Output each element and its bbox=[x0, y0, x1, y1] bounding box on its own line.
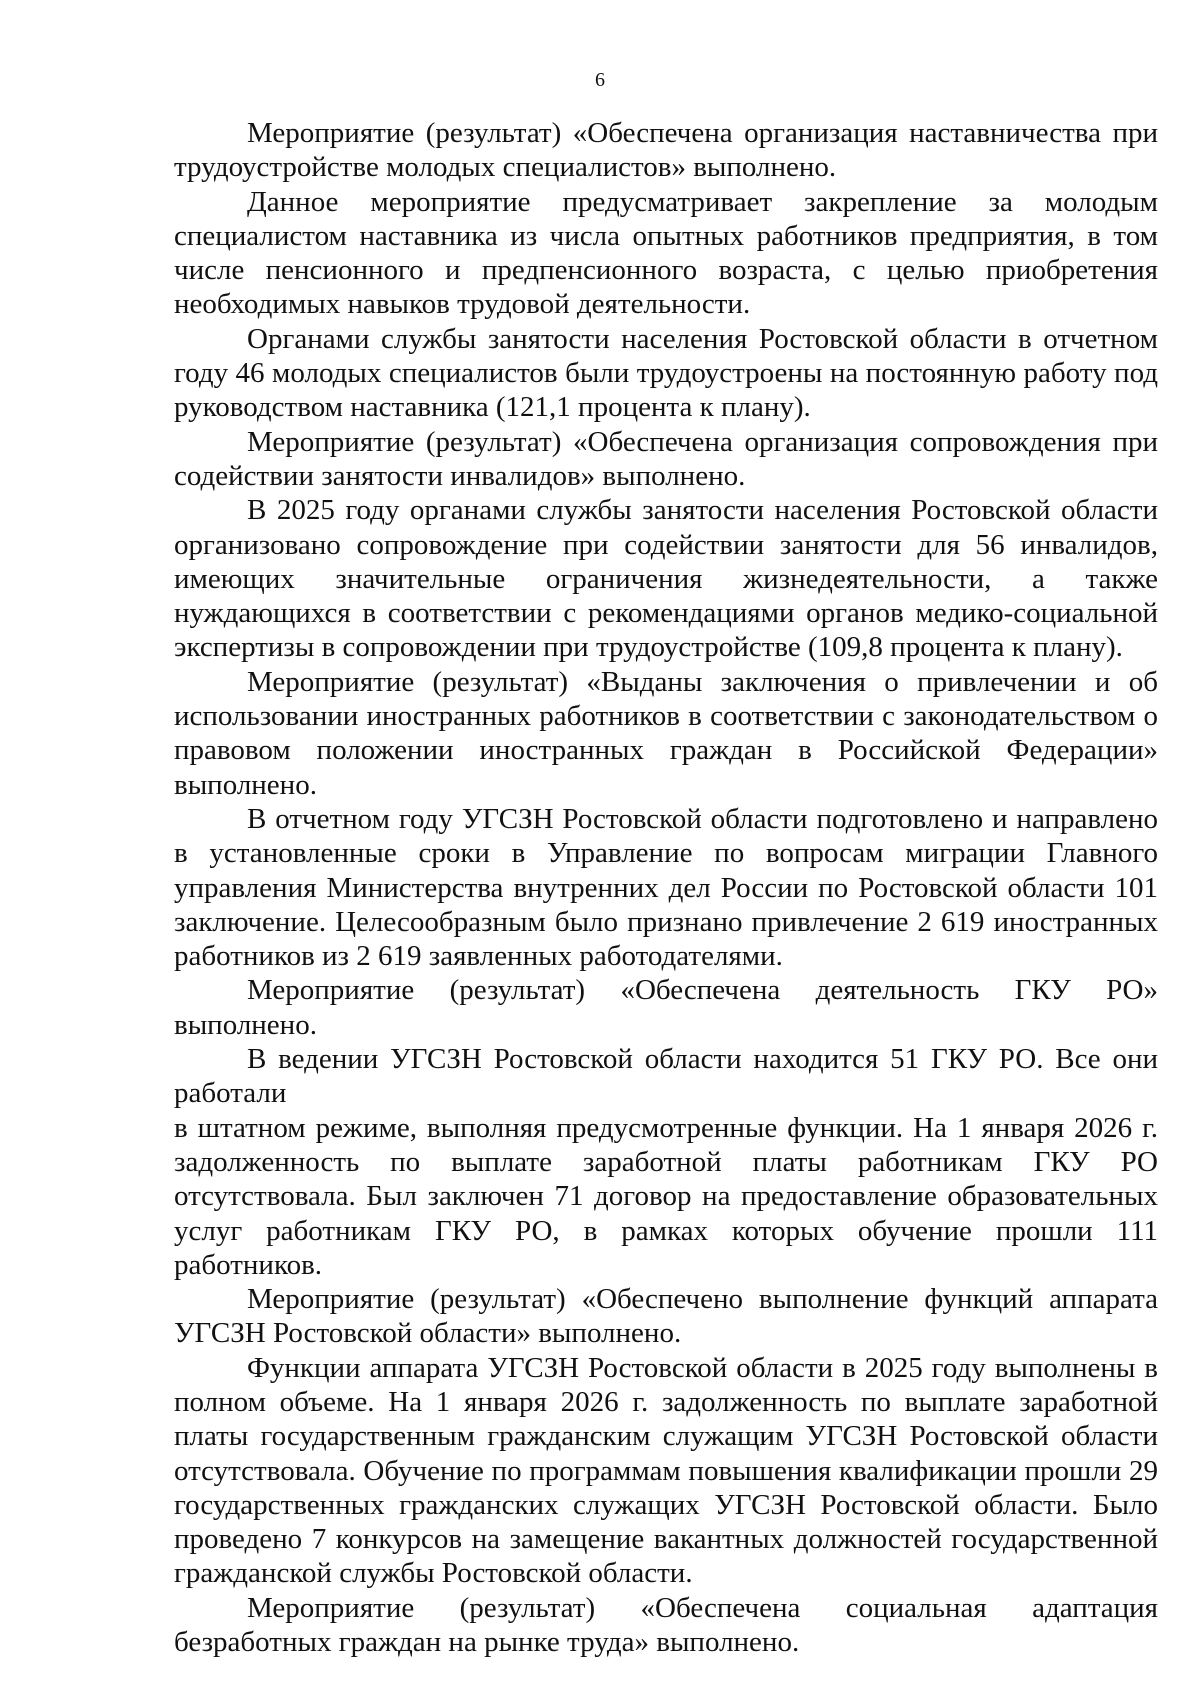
paragraph-gku-details: в штатном режиме, выполняя предусмотренные функции. На 1 января 2026 г. задолженность по выплате заработной платы работникам ГКУ РО отсутствовала. Был заключен 71 договор на предоставление образовательных услуг работникам ГКУ РО, в рамках которых обучение прошли 111 работников. bbox=[174, 1111, 1158, 1281]
paragraph-gku-intro: В ведении УГСЗН Ростовской области находится 51 ГКУ РО. Все они работали bbox=[174, 1043, 1158, 1110]
paragraph-foreign-workers-result: Мероприятие (результат) «Выданы заключения о привлечении и об использовании иностранных работников в соответствии с законодательством о правовом положении иностранных граждан в Российской Федерации» выполнено. bbox=[174, 665, 1158, 801]
paragraph-apparatus-result: Мероприятие (результат) «Обеспечено выполнение функций аппарата УГСЗН Ростовской области» выполнено. bbox=[174, 1283, 1158, 1350]
paragraph-mentoring-result: Мероприятие (результат) «Обеспечена организация наставничества при трудоустройстве молодых специалистов» выполнено. bbox=[174, 117, 1158, 184]
page-number: 6 bbox=[595, 69, 605, 91]
paragraph-apparatus-details: Функции аппарата УГСЗН Ростовской области в 2025 году выполнены в полном объеме. На 1 января 2026 г. задолженность по выплате заработной платы государственным гражданским служащим УГСЗН Ростовской области отсутствовала. Обучение по программам повышения квалификации прошли 29 государственных гражданских служащих УГСЗН Ростовской области. Было проведено 7 конкурсов на замещение вакантных должностей государственной гражданской службы Ростовской области. bbox=[174, 1351, 1158, 1590]
paragraph-foreign-workers-details: В отчетном году УГСЗН Ростовской области подготовлено и направлено в установленные сроки в Управление по вопросам миграции Главного управления Министерства внутренних дел России по Ростовской области 101 заключение. Целесообразным было признано привлечение 2 619 иностранных работников из 2 619 заявленных работодателями. bbox=[174, 802, 1158, 973]
document-body bbox=[174, 116, 1158, 1659]
paragraph-adaptation-result: Мероприятие (результат) «Обеспечена социальная адаптация безработных граждан на рынке труда» выполнено. bbox=[174, 1591, 1158, 1659]
paragraph-young-specialists: Органами службы занятости населения Ростовской области в отчетном году 46 молодых специалистов были трудоустроены на постоянную работу под руководством наставника (121,1 процента к плану). bbox=[174, 322, 1158, 424]
paragraph-gku-result: Мероприятие (результат) «Обеспечена деятельность ГКУ РО» выполнено. bbox=[174, 974, 1158, 1041]
paragraph-disabled-support-details: В 2025 году органами службы занятости населения Ростовской области организовано сопровождение при содействии занятости для 56 инвалидов, имеющих значительные ограничения жизнедеятельности, а также нуждающихся в соответствии с рекомендациями органов медико-социальной экспертизы в сопровождении при трудоустройстве (109,8 процента к плану). bbox=[174, 494, 1158, 664]
paragraph-mentoring-description: Данное мероприятие предусматривает закрепление за молодым специалистом наставника из числа опытных работников предприятия, в том числе пенсионного и предпенсионного возраста, с целью приобретения необходимых навыков трудовой деятельности. bbox=[174, 185, 1158, 321]
paragraph-disabled-support-result: Мероприятие (результат) «Обеспечена организация сопровождения при содействии занятости инвалидов» выполнено. bbox=[174, 425, 1158, 492]
